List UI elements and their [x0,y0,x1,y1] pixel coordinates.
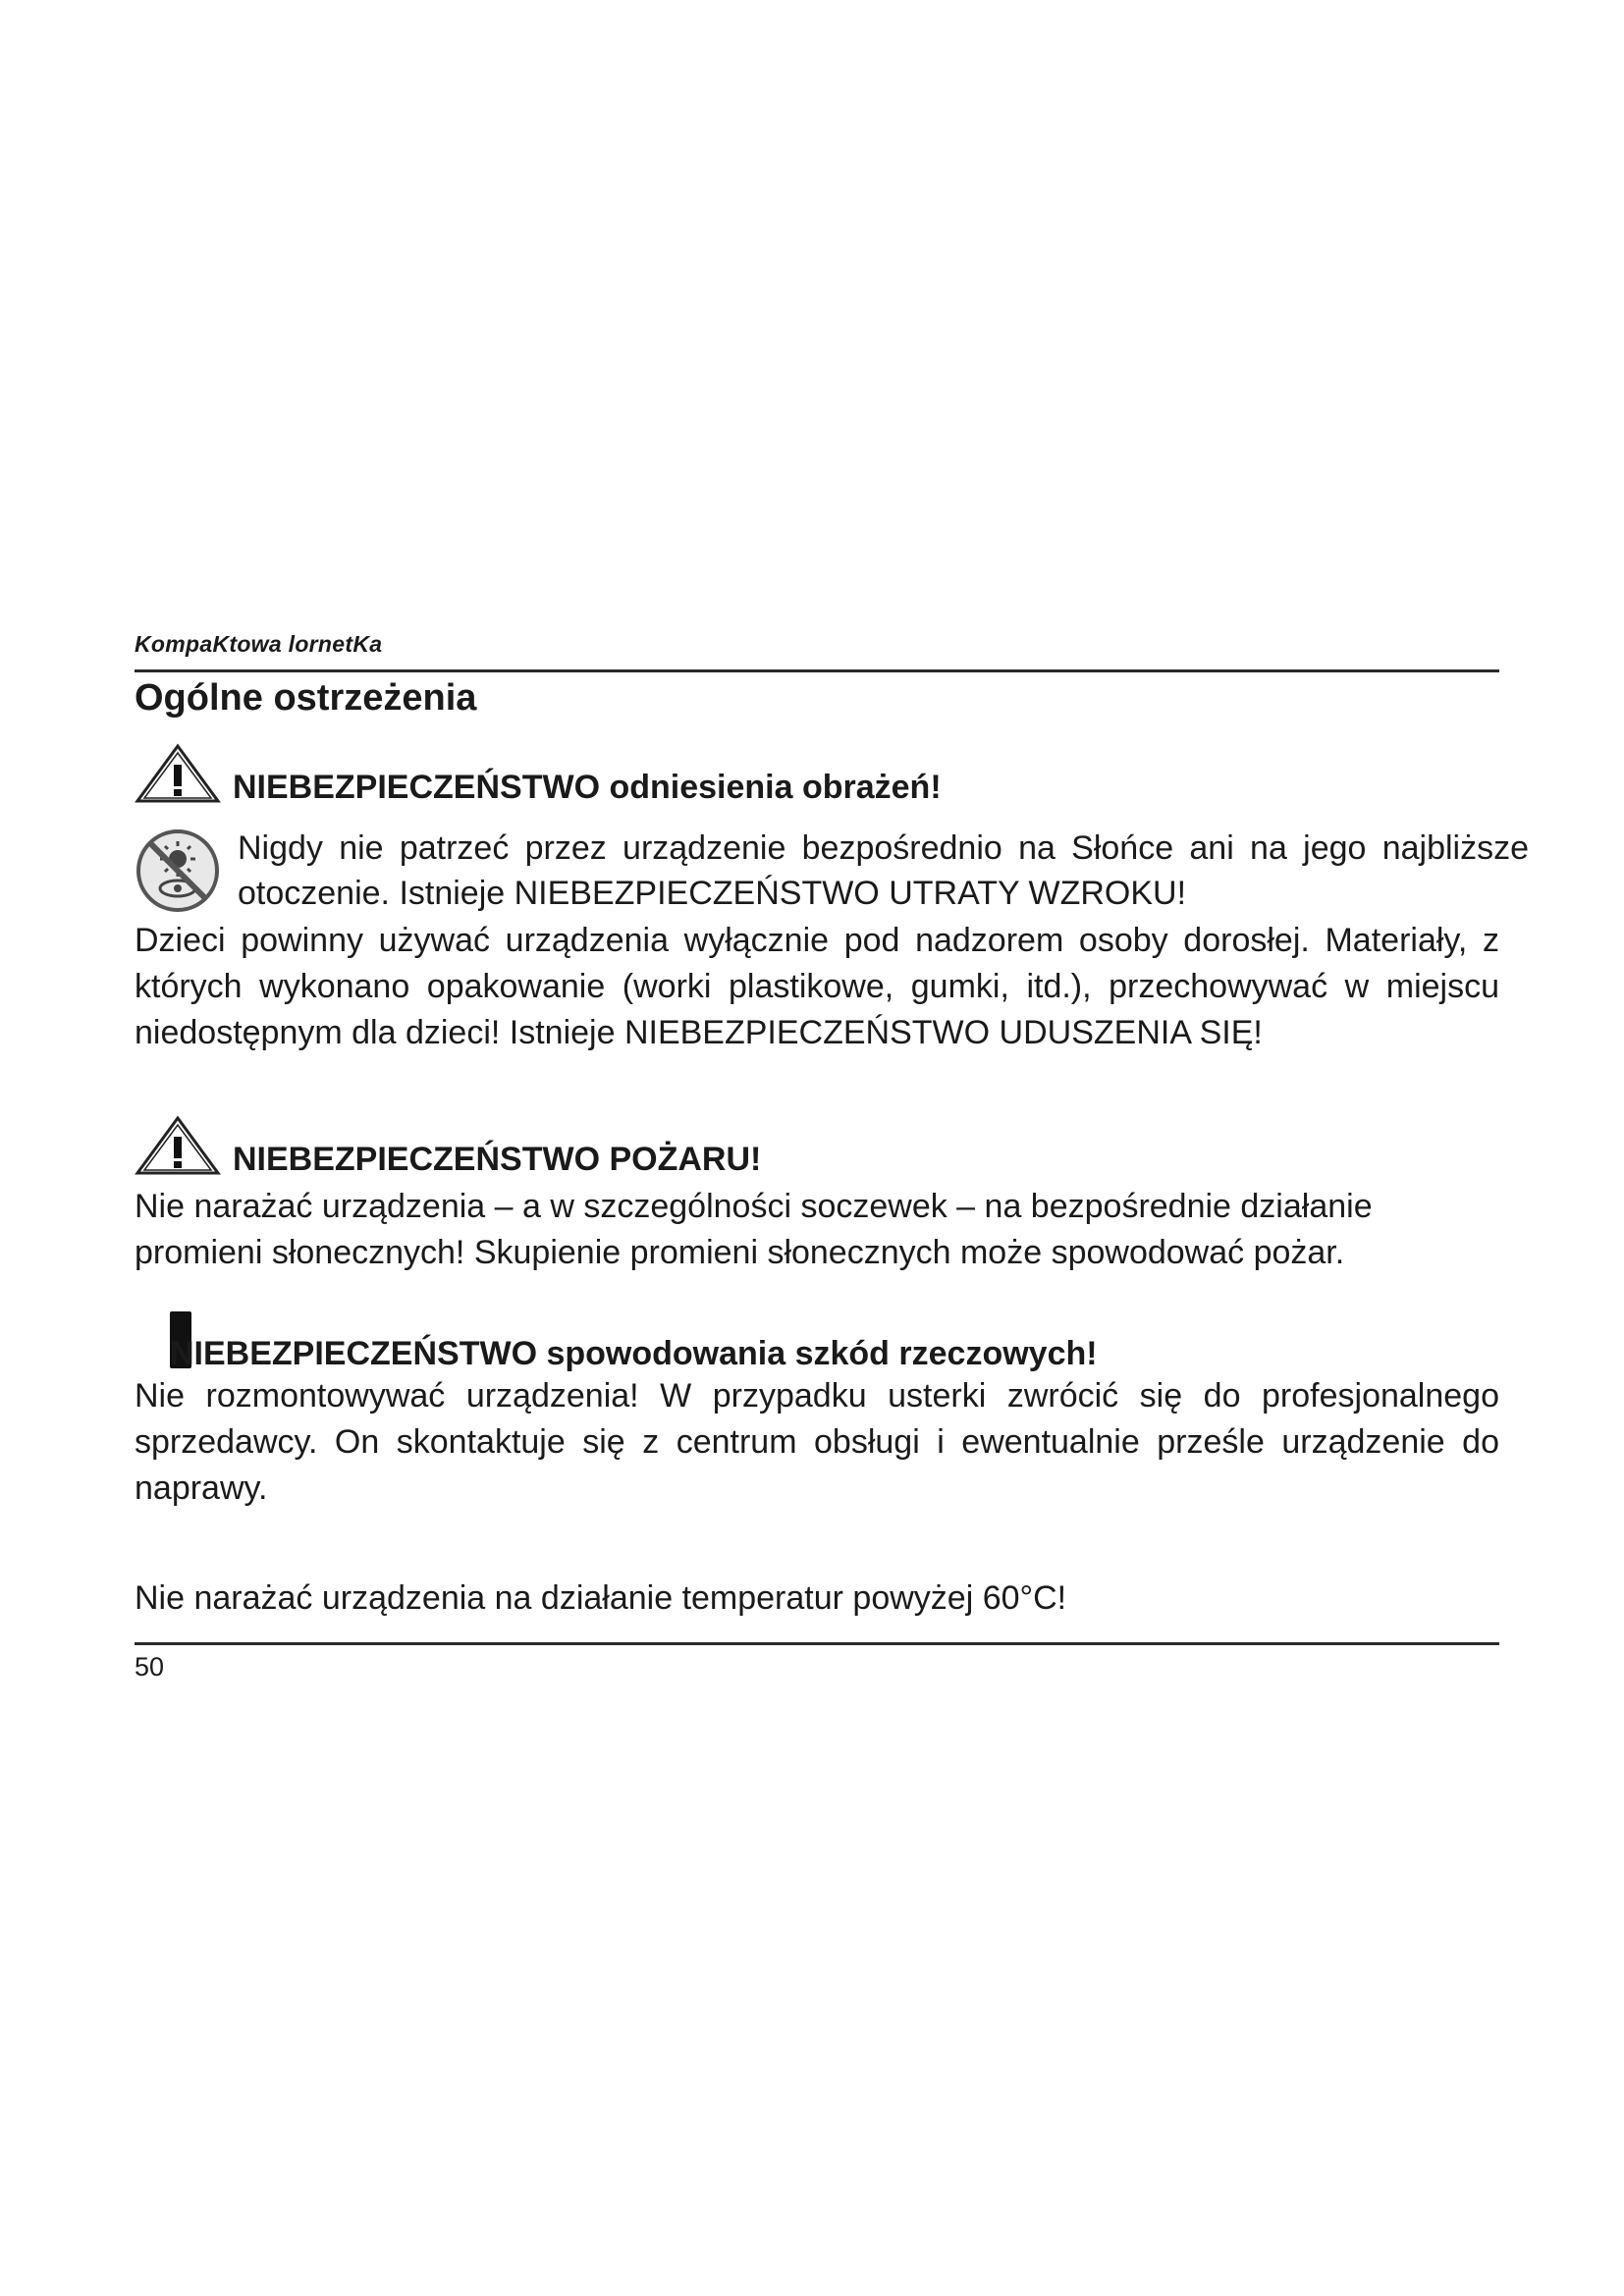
fire-warning-title: NIEBEZPIECZEŃSTWO POŻARU! [233,1141,762,1178]
injury-warning-heading [135,749,942,804]
page-title: Ogólne ostrzeżenia [135,677,477,719]
fire-warning-text: Nie narażać urządzenia – a w szczególności soczewek – na bezpośrednie działanie promieni słonecznych! Skupienie promieni słonecznych może spowodować pożar. [135,1188,1373,1271]
damage-warning-text: Nie rozmontowywać urządzenia! W przypadku usterki zwrócić się do profesjonalnego sprzedawcy. On skontaktuje się z centrum obsługi i ewentualnie prześle urządzenie do naprawy. [135,1377,1499,1507]
footer-rule [135,1642,1499,1645]
no-sun-viewing-icon [135,828,221,914]
warning-triangle-icon [135,1115,221,1176]
warning-triangle-icon [135,743,221,804]
sun-warning-text: Nigdy nie patrzeć przez urządzenie bezpośrednio na Słońce ani na jego najbliższe otoczenie. Istnieje NIEBEZPIECZEŃSTWO UTRATY WZROKU! [238,829,1529,912]
fire-warning-heading [135,1121,761,1176]
damage-warning-title: NIEBEZPIECZEŃSTWO spowodowania szkód rzeczowych! [170,1335,1098,1372]
page-number: 50 [135,1652,165,1682]
header-rule [135,669,1499,672]
temperature-warning-text: Nie narażać urządzenia na działanie temperatur powyżej 60°C! [135,1579,1067,1617]
running-header: KompaKtowa lornetKa [135,631,383,657]
injury-warning-title: NIEBEZPIECZEŃSTWO odniesienia obrażeń! [233,769,942,806]
children-warning-text: Dzieci powinny używać urządzenia wyłącznie pod nadzorem osoby dorosłej. Materiały, z których wykonano opakowanie (worki plastikowe, gumki, itd.), przechowywać w miejscu niedostępnym dla dzieci! Istnieje NIEBEZPIECZEŃSTWO UDUSZENIA SIĘ! [135,922,1499,1051]
